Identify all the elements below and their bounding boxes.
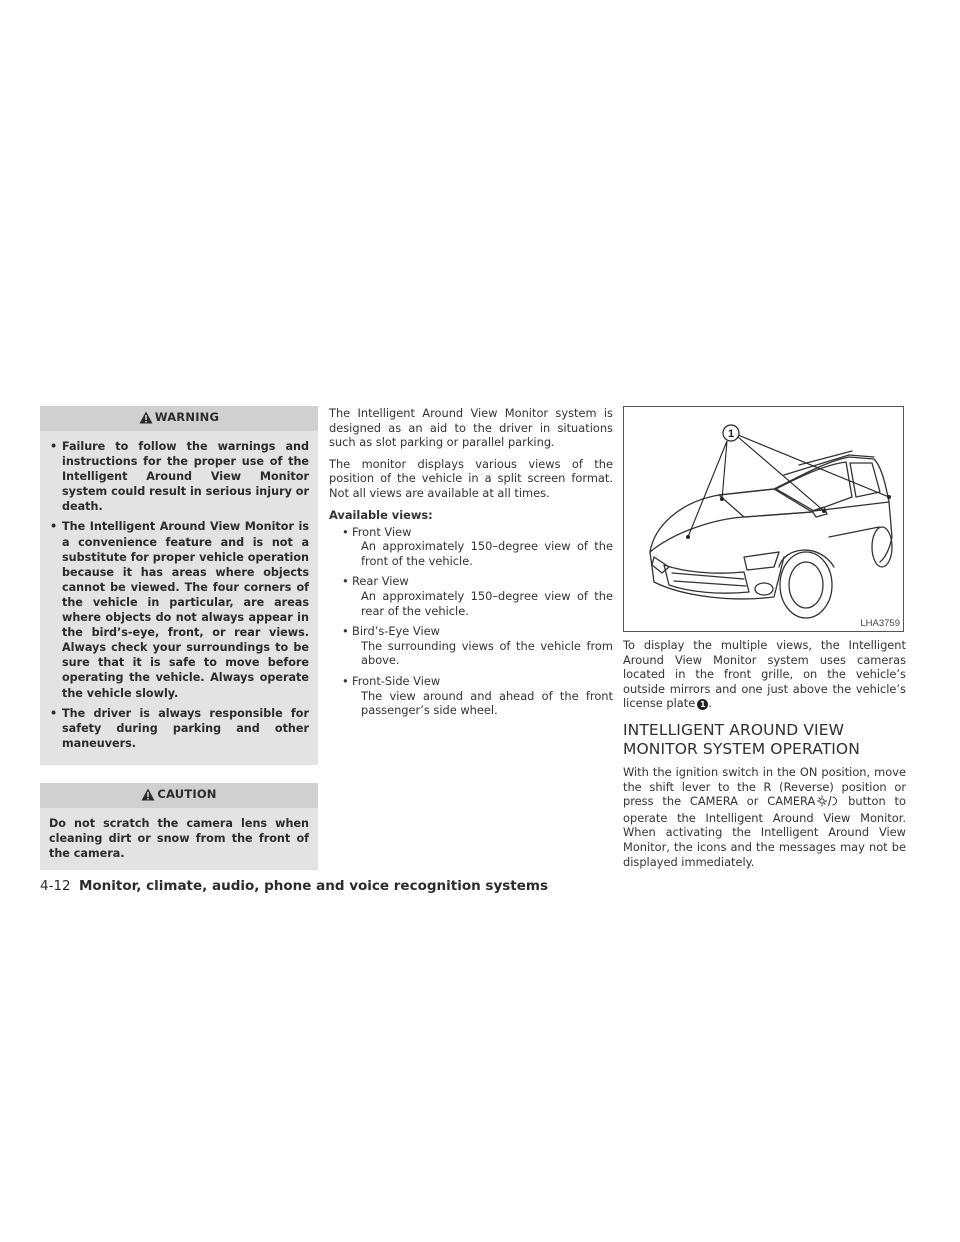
warning-item: • The Intelligent Around View Monitor is a convenience feature and is not a substitute for proper vehicle operation because it has areas where objects cannot be viewed. The four corners of the vehicle in particular, are areas where objects do not always appear in the bird’s-eye, front, or rear views. Always check your surroundings to be sure that it is safe to move before operating the vehicle. Always operate the vehicle slowly. [49, 519, 309, 700]
view-item [342, 674, 613, 718]
section-heading [623, 721, 906, 759]
right-column [623, 406, 906, 876]
view-item [342, 574, 613, 618]
view-name: • Front View [352, 524, 412, 539]
view-name: • Front-Side View [352, 673, 441, 688]
warning-list [49, 439, 309, 751]
caution-text: Do not scratch the camera lens when cleaning dirt or snow from the front of the camera. [49, 816, 309, 861]
figure-code: LHA3759 [860, 618, 900, 629]
left-column [40, 406, 318, 870]
view-name: • Bird’s-Eye View [352, 624, 440, 639]
vehicle-camera-figure [623, 406, 904, 632]
section-heading-line1: INTELLIGENT AROUND VIEW [623, 720, 845, 739]
view-desc: An approximately 150–degree view of the front of the vehicle. [361, 539, 613, 568]
page-footer [40, 878, 548, 894]
views-title: Available views: [329, 507, 433, 522]
camera-location-text: To display the multiple views, the Intelligent Around View Monitor system uses cameras located in the front grille, on the vehicle’s outside mirrors and one just above the vehicle’s license plate [623, 638, 906, 711]
view-desc: The surrounding views of the vehicle from above. [361, 638, 613, 668]
page-number: 4-12 [40, 878, 71, 894]
monitor-paragraph: The monitor displays various views of the position of the vehicle in a split screen format. Not all views are available at all times. [329, 456, 613, 500]
warning-box [40, 406, 318, 765]
warning-header [40, 406, 318, 431]
view-item [342, 624, 613, 668]
section-heading-line2: MONITOR SYSTEM OPERATION [623, 739, 860, 758]
camera-settings-icon [817, 795, 837, 811]
camera-location-end: . [708, 696, 712, 711]
operation-text-start: With the ignition switch in the ON position, move the shift lever to the R (Reverse) position or press the CAMERA or CAMERA [623, 764, 906, 809]
warning-item: • Failure to follow the warnings and instructions for the proper use of the Intelligent Around View Monitor system could result in serious injury or death. [49, 439, 309, 514]
warning-item: • The driver is always responsible for safety during parking and other maneuvers. [49, 706, 309, 751]
warning-triangle-icon [139, 411, 153, 427]
chapter-title: Monitor, climate, audio, phone and voice recognition systems [78, 878, 549, 894]
operation-paragraph [623, 765, 906, 869]
warning-title: WARNING [154, 410, 220, 424]
intro-paragraph: The Intelligent Around View Monitor system is designed as an aid to the driver in situations such as slot parking or parallel parking. [329, 406, 613, 450]
operation-text-end: button to operate the Intelligent Around View Monitor. When activating the Intelligent Around View Monitor, the icons and the messages may not be displayed immediately. [623, 794, 906, 869]
callout-number: 1 [727, 428, 735, 440]
caution-header [40, 783, 318, 808]
caution-triangle-icon [141, 788, 155, 804]
vehicle-illustration [624, 407, 905, 633]
middle-column [329, 406, 613, 724]
caution-title: CAUTION [157, 786, 217, 801]
view-item [342, 525, 613, 569]
views-list [329, 525, 613, 718]
caution-box [40, 783, 318, 870]
camera-location-paragraph [623, 638, 906, 711]
callout-ref-badge: 1 [697, 699, 708, 710]
view-name: • Rear View [352, 574, 409, 589]
view-desc: The view around and ahead of the front passenger’s side wheel. [361, 688, 613, 718]
view-desc: An approximately 150–degree view of the rear of the vehicle. [361, 588, 613, 618]
